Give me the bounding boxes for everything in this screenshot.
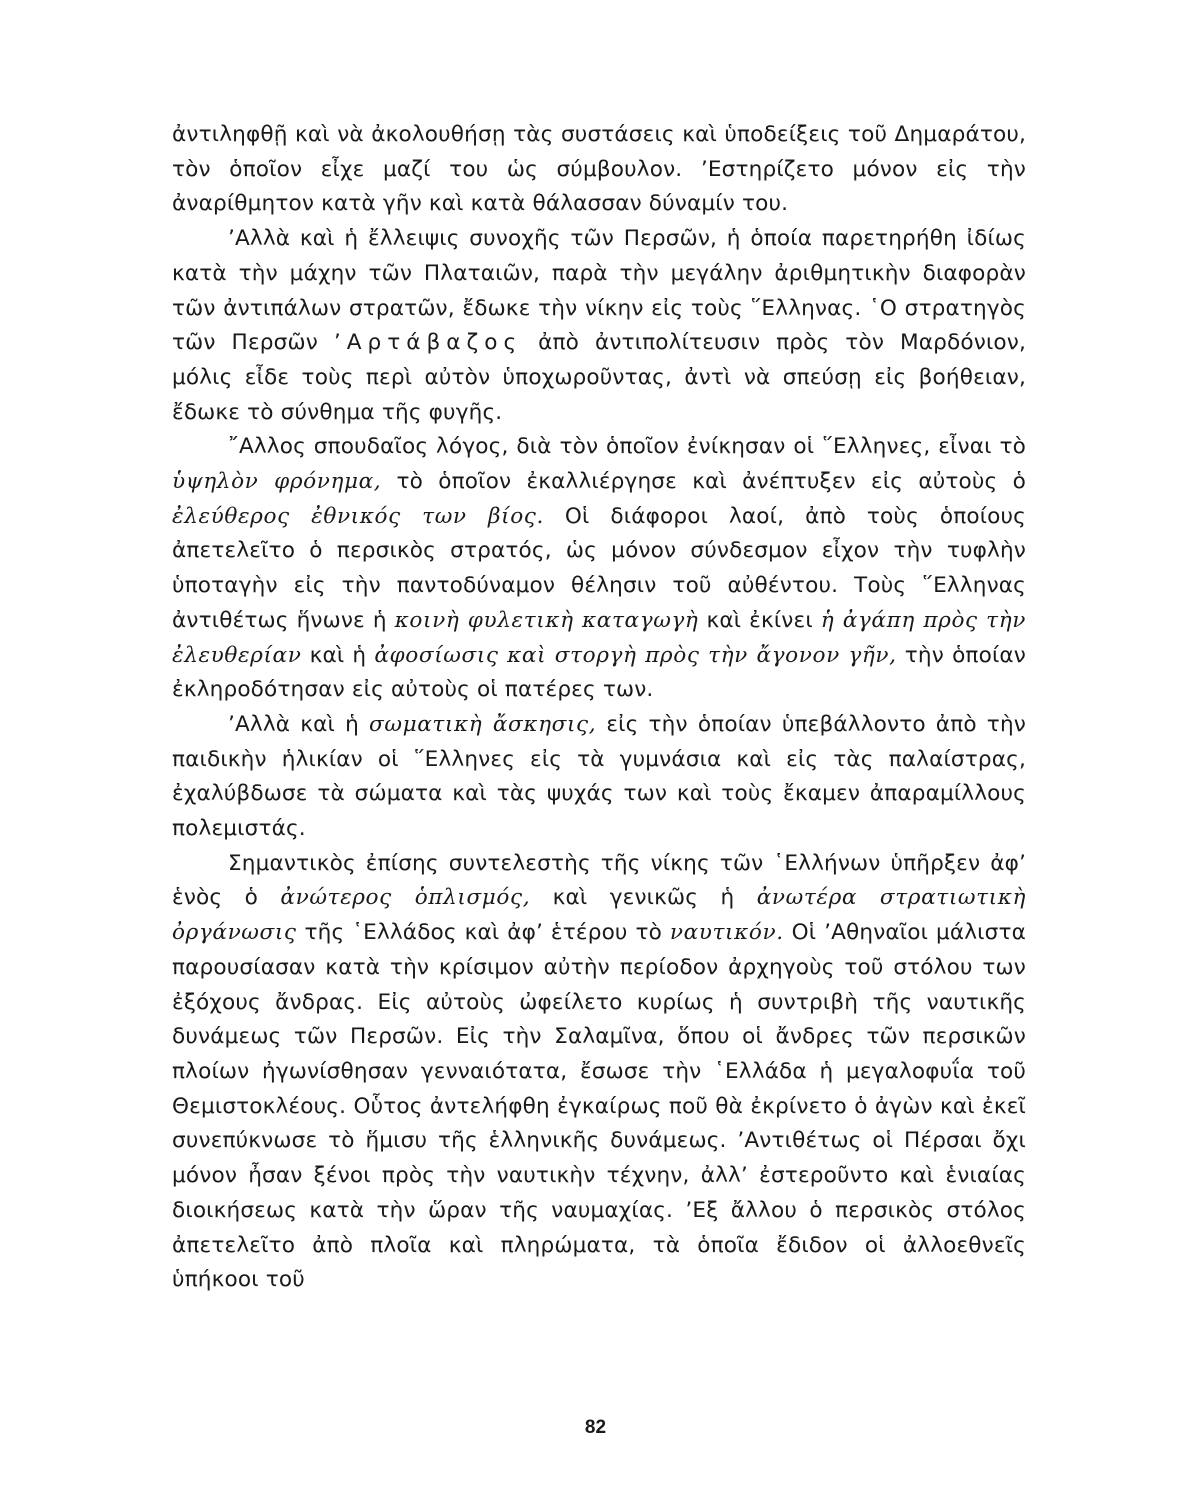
text-run: καὶ γενικῶς ἡ [530,885,757,911]
text-run: τῆς ῾Ελλάδος καὶ ἀφ’ ἑτέρου τὸ [296,920,670,946]
emphasis-run: ἡ ἀγάπη πρὸς τὴν ἐλευθερίαν [172,607,1026,668]
emphasis-run: σωματικὴ ἄσκησις, [369,711,597,737]
body-text [172,118,1026,1298]
emphasis-run: κοινὴ φυλετικὴ καταγωγὴ [394,607,699,633]
paragraph [172,222,1026,430]
page-number: 82 [584,1417,607,1438]
text-run: τὴν ὁποίαν ἐκληροδότησαν εἰς αὐτοὺς οἱ πατέρες των. [172,642,1026,703]
text-run: ἀντιληφθῇ καὶ νὰ ἀκολουθήσῃ τὰς συστάσεις καὶ ὑποδείξεις τοῦ Δημαράτου, τὸν ὁποῖον εἶχε μαζί του ὡς σύμβουλον. ’Εστηρίζετο μόνον εἰς τὴν ἀναρίθμητον κατὰ γῆν καὶ κατὰ θάλασσαν δύναμίν του. [172,122,1026,217]
text-run: Οἱ ’Αθηναῖοι μάλιστα παρουσίασαν κατὰ τὴν κρίσιμον αὐτὴν περίοδον ἀρχηγοὺς τοῦ στόλου των ἐξόχους ἄνδρας. Εἰς αὐτοὺς ὠφείλετο κυρίως ἡ συντριβὴ τῆς ναυτικῆς δυνάμεως τῶν Περσῶν. Εἰς τὴν Σαλαμῖνα, ὅπου οἱ ἄνδρες τῶν περσικῶν πλοίων ἠγωνίσθησαν γενναιότατα, ἔσωσε τὴν ῾Ελλάδα ἡ μεγαλοφυΐα τοῦ Θεμιστοκλέους. Οὗτος ἀντελήφθη ἐγκαίρως ποῦ θὰ ἐκρίνετο ὁ ἀγὼν καὶ ἐκεῖ συνεπύκνωσε τὸ ἥμισυ τῆς ἑλληνικῆς δυνάμεως. ’Αντιθέτως οἱ Πέρσαι ὄχι μόνον ἦσαν ξένοι πρὸς τὴν ναυτικὴν τέχνην, ἀλλ’ ἐστεροῦντο καὶ ἑνιαίας διοικήσεως κατὰ τὴν ὥραν τῆς ναυμαχίας. ’Εξ ἄλλου ὁ περσικὸς στόλος ἀπετελεῖτο ἀπὸ πλοῖα καὶ πληρώματα, τὰ ὁποῖα ἔδιδον οἱ ἀλλοεθνεῖς ὑπήκοοι τοῦ [172,920,1026,1293]
text-run: ’Αλλὰ καὶ ἡ ἔλλειψις συνοχῆς τῶν Περσῶν, ἡ ὁποία παρετηρήθη ἰδίως κατὰ τὴν μάχην τῶν Πλαταιῶν, παρὰ τὴν μεγάλην ἀριθμητικὴν διαφορὰν τῶν ἀντιπάλων στρατῶν, ἔδωκε τὴν νίκην εἰς τοὺς ῞Ελληνας. ῾Ο στρατηγὸς τῶν Περσῶν [172,226,1026,356]
emphasis-run: ἀφοσίωσις καὶ στοργὴ πρὸς τὴν ἄγονον γῆν, [374,642,897,668]
paragraph [172,118,1026,222]
text-run: τὸ ὁποῖον ἐκαλλιέργησε καὶ ἀνέπτυξεν εἰς αὐτοὺς ὁ [381,469,1026,495]
spaced-name: ’Αρτάβαζος [333,330,523,356]
text-run: Σημαντικὸς ἐπίσης συντελεστὴς τῆς νίκης τῶν ῾Ελλήνων ὑπῆρξεν ἀφ’ ἑνὸς ὁ [172,850,1026,911]
emphasis-run: ὑψηλὸν φρόνημα, [172,469,382,495]
text-run: ’Αλλὰ καὶ ἡ [228,711,370,737]
paragraph [172,847,1026,1298]
text-run: ῎Αλλος σπουδαῖος λόγος, διὰ τὸν ὁποῖον ἐνίκησαν οἱ ῞Ελληνες, εἶναι τὸ [228,434,1026,460]
text-run: Οἱ διάφοροι λαοί, ἀπὸ τοὺς ὁποίους ἀπετελεῖτο ὁ περσικὸς στρατός, ὡς μόνον σύνδεσμον εἶχον τὴν τυφλὴν ὑποταγὴν εἰς τὴν παντοδύναμον θέλησιν τοῦ αὐθέντου. Τοὺς ῞Ελληνας ἀντιθέτως ἥνωνε ἡ [172,503,1026,633]
paragraph [172,708,1026,847]
text-run: ἀπὸ ἀντιπολίτευσιν πρὸς τὸν Μαρδόνιον, μόλις εἶδε τοὺς περὶ αὐτὸν ὑποχωροῦντας, ἀντὶ νὰ σπεύσῃ εἰς βοήθειαν, ἔδωκε τὸ σύνθημα τῆς φυγῆς. [172,330,1026,425]
text-run: εἰς τὴν ὁποίαν ὑπεβάλλοντο ἀπὸ τὴν παιδικὴν ἡλικίαν οἱ ῞Ελληνες εἰς τὰ γυμνάσια καὶ εἰς τὰς παλαίστρας, ἐχαλύβδωσε τὰ σώματα καὶ τὰς ψυχάς των καὶ τοὺς ἔκαμεν ἀπαραμίλλους πολεμιστάς. [172,711,1026,842]
emphasis-run: ἀνώτερος ὁπλισμός, [280,885,531,911]
emphasis-run: ναυτικόν. [669,920,784,946]
paragraph [172,430,1026,708]
emphasis-run: ἐλεύθερος ἐθνικός των βίος. [172,503,544,529]
text-run: καὶ ἐκίνει [698,607,821,633]
text-run: καὶ ἡ [301,642,375,668]
emphasis-run: ἀνωτέρα στρατιωτικὴ ὀργάνωσις [172,885,1027,946]
